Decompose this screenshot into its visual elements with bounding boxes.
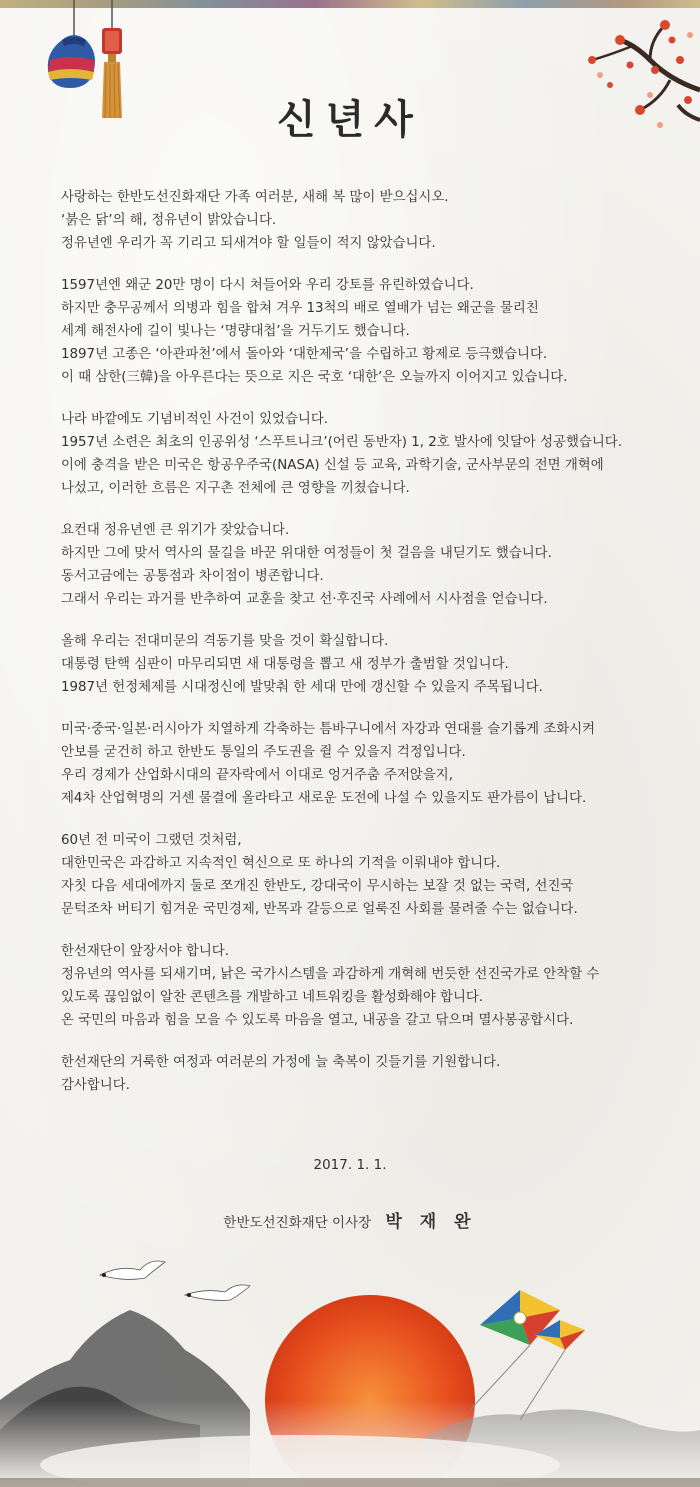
text-line: 1957년 소련은 최초의 인공위성 ‘스푸트니크’(어린 동반자) 1, 2호 발사에 잇달아 성공했습니다. [61,435,622,450]
text-line: 하지만 충무공께서 의병과 힘을 합쳐 겨우 13척의 배로 열배가 넘는 왜군을 물리친 [61,301,539,316]
letter-date: 2017. 1. 1. [313,1157,387,1173]
text-line: 나라 바깥에도 기념비적인 사건이 있었습니다. [61,412,329,427]
text-line: 이 때 삼한(三韓)을 아우른다는 뜻으로 지은 국호 ‘대한’은 오늘까지 이어지고 있습니다. [61,370,568,385]
paragraph [61,940,661,1032]
paragraph [61,186,661,255]
text-line: 한선재단이 앞장서야 합니다. [61,944,229,959]
text-line: 1597년엔 왜군 20만 명이 다시 쳐들어와 우리 강토를 유린하였습니다. [61,278,474,293]
paragraph [61,519,661,611]
text-line: 대한민국은 과감하고 지속적인 혁신으로 또 하나의 기적을 이뤄내야 합니다. [61,856,501,871]
text-line: 올해 우리는 전대미문의 격동기를 맞을 것이 확실합니다. [61,634,389,649]
letter-body [61,186,661,1116]
text-line: 1987년 헌정체제를 시대정신에 발맞춰 한 세대 만에 갱신할 수 있을지 주목됩니다. [61,680,543,695]
text-line: 하지만 그에 맞서 역사의 물길을 바꾼 위대한 여정들이 첫 걸음을 내딛기도 했습니다. [61,546,552,561]
text-line: 동서고금에는 공통점과 차이점이 병존합니다. [61,569,324,584]
text-line: 안보를 굳건히 하고 한반도 통일의 주도권을 쥘 수 있을지 걱정입니다. [61,745,466,760]
text-line: 대통령 탄핵 심판이 마무리되면 새 대통령을 뽑고 새 정부가 출범할 것입니다. [61,657,509,672]
paragraph [61,408,661,500]
text-line: 한선재단의 거룩한 여정과 여러분의 가정에 늘 축복이 깃들기를 기원합니다. [61,1055,501,1070]
text-line: 1897년 고종은 ‘아관파천’에서 돌아와 ‘대한제국’을 수립하고 황제로 등극했습니다. [61,347,548,362]
text-line: 제4차 산업혁명의 거센 물결에 올라타고 새로운 도전에 나설 수 있을지도 판가름이 납니다. [61,791,587,806]
text-line: 그래서 우리는 과거를 반추하여 교훈을 찾고 선·후진국 사례에서 시사점을 얻습니다. [61,592,548,607]
signature-role: 한반도선진화재단 이사장 [223,1215,372,1231]
text-line: 미국·중국·일본·러시아가 치열하게 각축하는 틈바구니에서 자강과 연대를 슬기롭게 조화시켜 [61,722,596,737]
paragraph [61,630,661,699]
text-line: 자칫 다음 세대에까지 둘로 쪼개진 한반도, 강대국이 무시하는 보잘 것 없는 국력, 선진국 [61,879,574,894]
paragraph [61,829,661,921]
text-line: 세계 해전사에 길이 빛나는 ‘명량대첩’을 거두기도 했습니다. [61,324,410,339]
text-line: 사랑하는 한반도선진화재단 가족 여러분, 새해 복 많이 받으십시오. [61,190,449,205]
text-line: 나섰고, 이러한 흐름은 지구촌 전체에 큰 영향을 끼쳤습니다. [61,481,410,496]
text-line: 60년 전 미국이 그랬던 것처럼, [61,833,242,848]
signature [0,1207,700,1232]
signature-name: 박 재 완 [385,1212,477,1232]
text-line: 이에 충격을 받은 미국은 항공우주국(NASA) 신설 등 교육, 과학기술, 군사부문의 전면 개혁에 [61,458,604,473]
paragraph [61,718,661,810]
text-line: 우리 경제가 산업화시대의 끝자락에서 이대로 엉거주춤 주저앉을지, [61,768,453,783]
paragraph [61,274,661,389]
text-line: 요컨대 정유년엔 큰 위기가 잦았습니다. [61,523,290,538]
text-line: 문턱조차 버티기 힘겨운 국민경제, 반목과 갈등으로 얼룩진 사회를 물려줄 수는 없습니다. [61,902,578,917]
text-line: 정유년의 역사를 되새기며, 낡은 국가시스템을 과감하게 개혁해 번듯한 선진국가로 안착할 수 [61,967,600,982]
text-line: 감사합니다. [61,1078,130,1093]
sunrise-landscape-icon [0,1250,700,1487]
page-title: 신년사 [277,96,423,143]
paragraph [61,1051,661,1097]
text-line: 온 국민의 마음과 힘을 모을 수 있도록 마음을 열고, 내공을 갈고 닦으며 멸사봉공합시다. [61,1013,574,1028]
text-line: ‘붉은 닭’의 해, 정유년이 밝았습니다. [61,213,277,228]
text-line: 있도록 끊임없이 알찬 콘텐츠를 개발하고 네트워킹을 활성화해야 합니다. [61,990,484,1005]
text-line: 정유년엔 우리가 꼭 기리고 되새겨야 할 일들이 적지 않았습니다. [61,236,436,251]
